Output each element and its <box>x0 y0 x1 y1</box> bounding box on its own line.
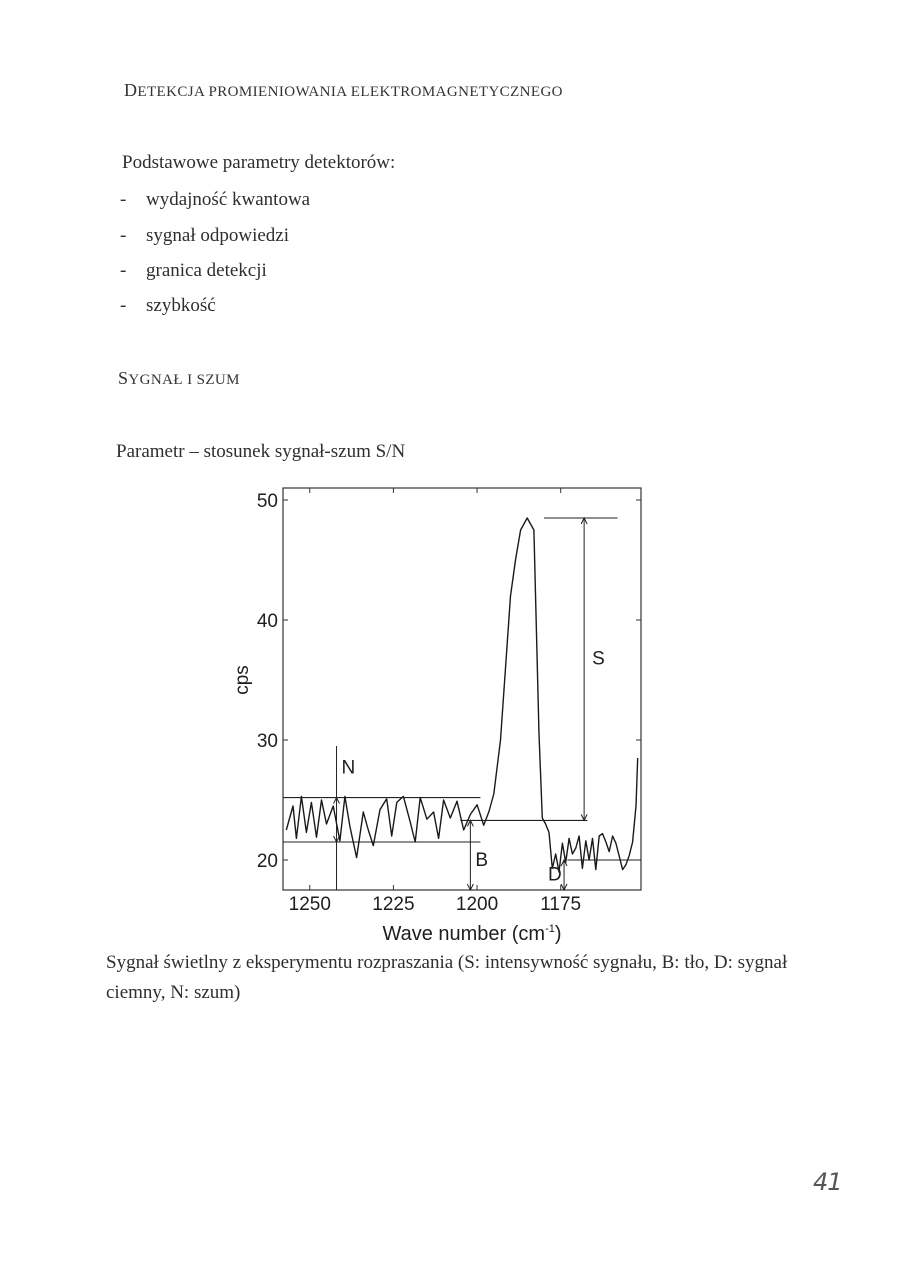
section-heading <box>118 368 240 389</box>
params-intro: Podstawowe parametry detektorów: <box>122 152 396 173</box>
bullet-dash: - <box>120 295 127 316</box>
annotation-n: N <box>341 757 356 779</box>
y-tick-label: 40 <box>256 611 278 632</box>
x-tick-label: 1175 <box>540 894 582 915</box>
annotation-s: S <box>592 648 605 670</box>
y-tick-label: 50 <box>256 491 278 512</box>
page-header <box>124 80 563 101</box>
page-header-rest: ETEKCJA PROMIENIOWANIA ELEKTROMAGNETYCZNEGO <box>137 84 563 100</box>
y-tick-label: 20 <box>256 851 278 872</box>
figure-caption: Sygnał świetlny z eksperymentu rozpraszania (S: intensywność sygnału, B: tło, D: sygnał ciemny, N: szum) <box>106 952 788 1003</box>
x-tick-label: 1225 <box>372 894 415 915</box>
page-header-initial: D <box>124 80 138 100</box>
y-axis-label: cps <box>232 665 253 695</box>
signal-noise-chart <box>220 478 660 953</box>
page-number: 41 <box>813 1168 842 1196</box>
section-heading-rest: YGNAŁ I SZUM <box>128 372 240 388</box>
x-axis-label: Wave number $(cm^{-1})$ <box>382 923 562 945</box>
list-item-text: wydajność kwantowa <box>146 189 311 210</box>
list-item-text: sygnał odpowiedzi <box>146 225 290 246</box>
section-heading-initial: S <box>118 368 129 388</box>
y-tick-label: 30 <box>256 731 278 752</box>
list-item-text: szybkość <box>146 295 216 316</box>
x-tick-label: 1200 <box>455 894 499 915</box>
x-tick-label: 1250 <box>288 894 331 915</box>
annotation-d: D <box>548 864 562 886</box>
annotation-b: B <box>475 850 489 871</box>
bullet-dash: - <box>120 225 127 246</box>
bullet-dash: - <box>120 260 127 281</box>
signal-noise-figure <box>220 478 660 953</box>
snr-parameter-line: Parametr – stosunek sygnał-szum S/N <box>116 441 406 462</box>
list-item-text: granica detekcji <box>146 260 267 281</box>
bullet-dash: - <box>120 189 127 210</box>
